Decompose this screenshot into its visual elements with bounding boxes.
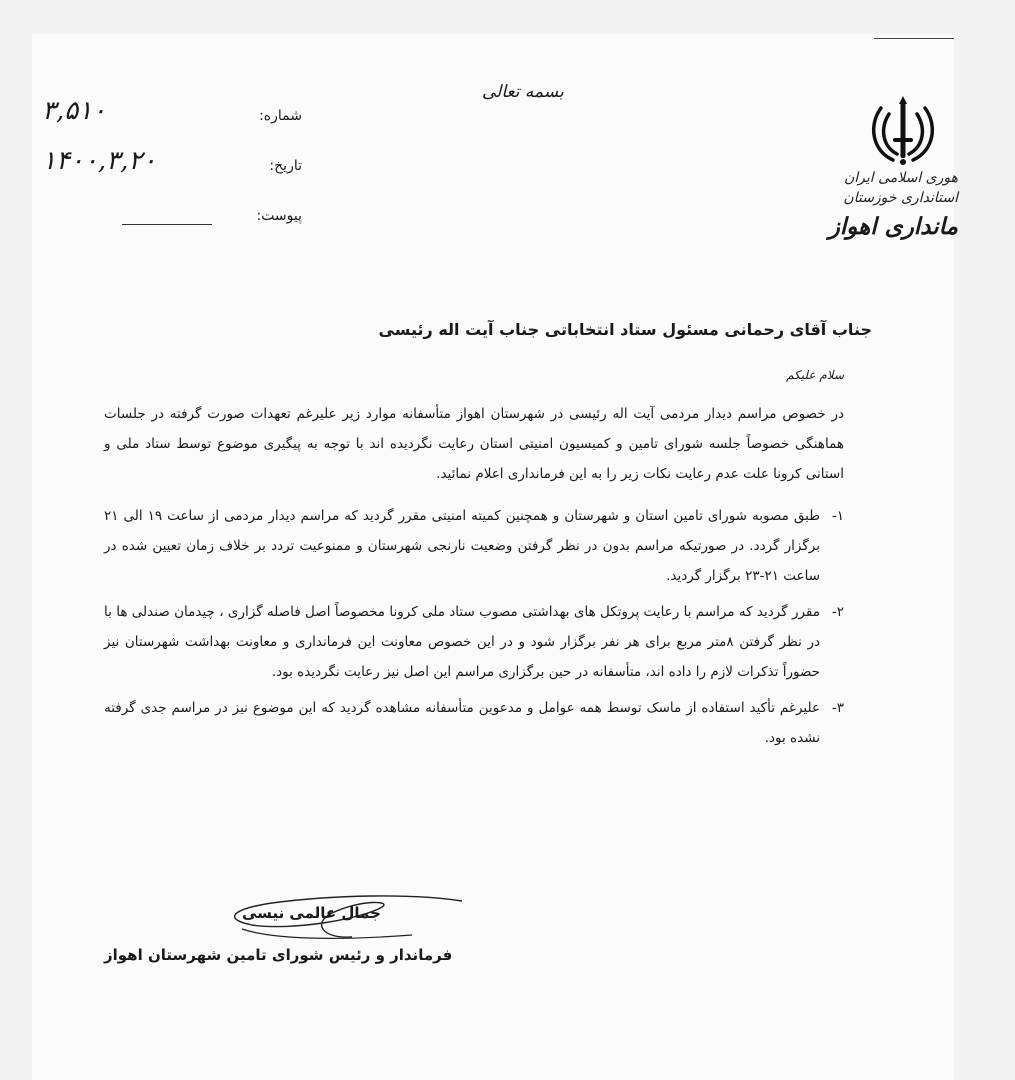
letter-meta [42,96,302,246]
item-text: علیرغم تأکید استفاده از ماسک توسط همه عوامل و مدعوین متأسفانه مشاهده گردید که این موضوع نیز در مراسم جدی گرفته نشده بود. [104,700,820,746]
top-rule [874,38,954,39]
list-item [104,597,844,687]
number-row [42,96,302,146]
item-number: ۱- [831,508,844,524]
list-item [104,501,844,591]
letter-body [104,399,844,759]
letterhead [828,94,958,242]
number-value: ۳,۵۱۰ [42,96,107,126]
item-text: طبق مصوبه شورای تامین استان و شهرستان و همچنین کمیته امنیتی مقرر گردید که مراسم دیدار مردمی از ساعت ۱۹ الی ۲۱ برگزار گردد. در صورتیکه مراسم بدون در نظر گرفتن وضعیت نارنجی شهرستان و ممنوعیت تردد بر خلاف زمان تعیین شده در ساعت ۲۱-۲۳ برگزار گردید. [104,508,820,584]
number-label: شماره: [259,108,302,124]
date-value: ۱۴۰۰,۳,۲۰ [42,146,157,176]
attachment-dash [122,224,212,225]
attachment-row [42,196,302,246]
attachment-label: پیوست: [256,208,302,224]
date-row [42,146,302,196]
date-label: تاریخ: [269,158,302,174]
letter-page [32,34,958,1080]
signer-title: فرماندار و رئیس شورای تامین شهرستان اهواز [104,946,453,964]
addressee: جناب آقای رحمانی مسئول ستاد انتخاباتی جناب آیت اله رئیسی [378,320,872,339]
ministry-line-1: هوری اسلامی ایران [843,170,958,186]
intro-paragraph: در خصوص مراسم دیدار مردمی آیت اله رئیسی در شهرستان اهواز متأسفانه موارد زیر علیرغم تعهدات صورت گرفته در جلسات هماهنگی خصوصاً جلسه شورای تامین و کمیسیون امنیتی استان رعایت نگردیده اند با توجه به پیگیری موضوع توسط ستاد ملی و استانی کرونا علت عدم رعایت نکات زیر را به این فرمانداری اعلام نمائید. [104,406,844,482]
bismillah: بسمه تعالی [482,82,564,102]
office-name: ماندارى اهواز [828,213,958,240]
signer-name: جمال عالمی نیسی [242,904,381,922]
list-item [104,693,844,753]
greeting: سلام علیکم [786,368,844,382]
item-text: مقرر گردید که مراسم با رعایت پروتکل های بهداشتی مصوب ستاد ملی کرونا مخصوصاً اصل فاصله گزاری ، چیدمان صندلی ها با در نظر گرفتن ۸متر مربع برای هر نفر برگزار شود و در این خصوص معاونت این فرمانداری و معاونت بهداشت شهرستان نیز حضوراً تذکرات لازم را داده اند، متأسفانه در حین برگزاری مراسم این اصل نیز رعایت نگردیده بود. [104,604,820,680]
ministry-line-2: استانداری خوزستان [843,190,958,206]
item-number: ۳- [831,700,844,716]
iran-emblem-icon [867,94,939,168]
item-number: ۲- [831,604,844,620]
